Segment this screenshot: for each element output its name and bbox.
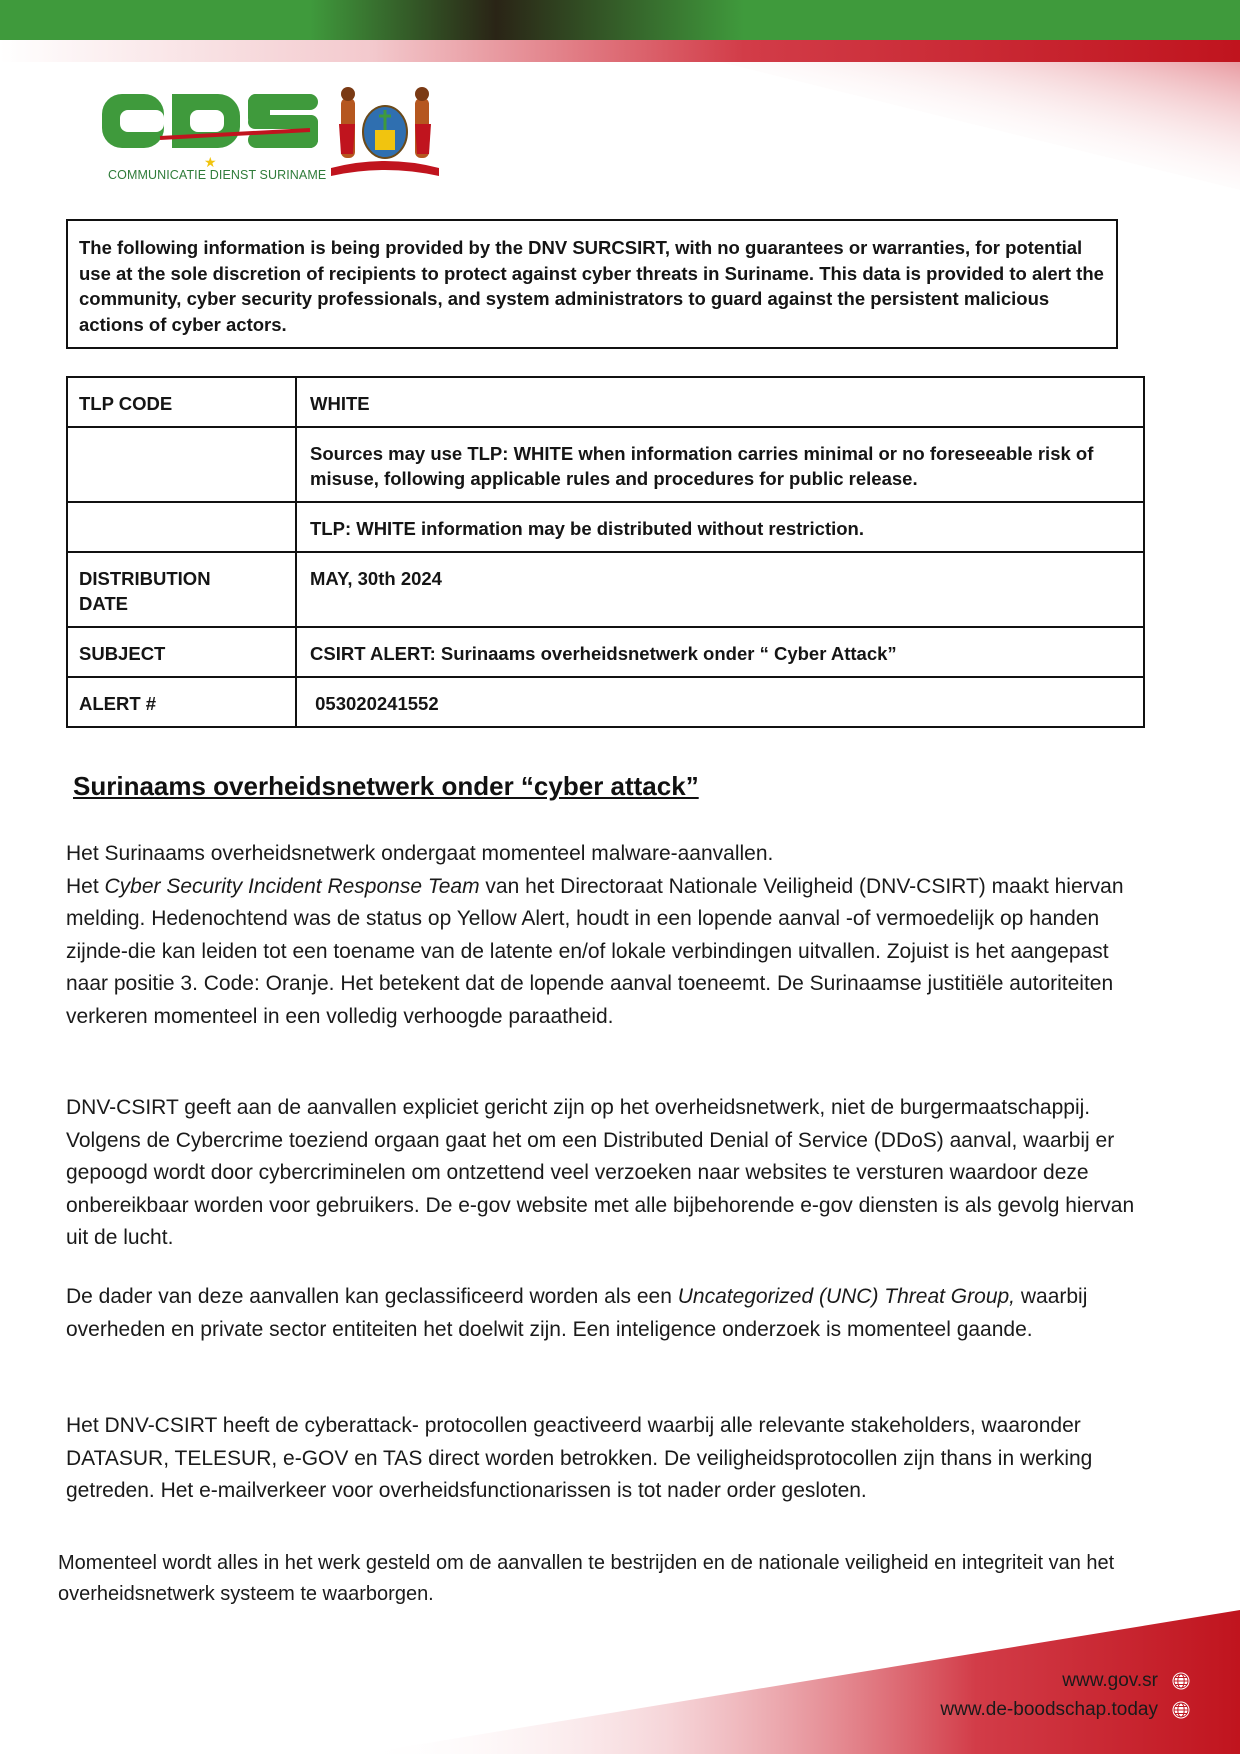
table-row — [67, 502, 1144, 552]
row-value: Sources may use TLP: WHITE when information carries minimal or no foreseeable risk of misuse, following applicable rules and procedures for public release. — [296, 427, 1144, 502]
cds-logo-mark — [100, 88, 320, 158]
table-row — [67, 552, 1144, 627]
logo-subtitle: COMMUNICATIE DIENST SURINAME — [108, 168, 327, 182]
footer-link-boodschap-text: www.de-boodschap.today — [940, 1699, 1158, 1720]
p3-rest: waarbij overheden en private sector entiteiten het doelwit zijn. Een inteligence onderzoek is momenteel gaande. — [66, 1285, 1088, 1341]
row-value: 053020241552 — [296, 677, 1144, 727]
p3-lead: De dader van deze aanvallen kan geclassificeerd worden als een — [66, 1285, 678, 1308]
row-key: SUBJECT — [67, 627, 296, 677]
globe-icon — [1172, 1672, 1190, 1690]
globe-icon — [1172, 1701, 1190, 1719]
coat-of-arms-icon — [325, 84, 445, 180]
table-row — [67, 427, 1144, 502]
row-value: MAY, 30th 2024 — [296, 552, 1144, 627]
p1-intro: Het Surinaams overheidsnetwerk ondergaat momenteel malware-aanvallen. — [66, 842, 774, 865]
row-value: WHITE — [296, 377, 1144, 427]
cds-logo — [100, 88, 450, 188]
footer-swoosh — [0, 1590, 1240, 1754]
table-row — [67, 377, 1144, 427]
table-row — [67, 677, 1144, 727]
footer-link-gov[interactable] — [1062, 1670, 1190, 1692]
row-key — [67, 502, 296, 552]
tlp-info-table — [66, 376, 1145, 728]
p3-threat-group: Uncategorized (UNC) Threat Group, — [677, 1285, 1016, 1308]
disclaimer-box: The following information is being provided by the DNV SURCSIRT, with no guarantees or warranties, for potential use at the sole discretion of recipients to protect against cyber threats in Suriname. This data is provided to alert the community, cyber security professionals, and system administrators to guard against the persistent malicious actions of cyber actors. — [66, 219, 1118, 349]
footer-link-boodschap[interactable] — [940, 1699, 1190, 1721]
row-key: DISTRIBUTION DATE — [67, 552, 296, 627]
p1-rest: van het Directoraat Nationale Veiligheid (DNV-CSIRT) maakt hiervan melding. Hedenochtend was de status op Yellow Alert, houdt in een lopende aanval -of vermoedelijk op handen zijnde-die kan leiden tot een toename van de latente en/of lokale verbindingen uitvallen. Zojuist is het aangepast naar positie 3. Code: Oranje. Het betekent dat de lopende aanval toeneemt. De Surinaamse justitiële autoriteiten verkeren momenteel in een volledig verhoogde paraatheid. — [66, 874, 1124, 1028]
row-value: TLP: WHITE information may be distributed without restriction. — [296, 502, 1144, 552]
row-key: TLP CODE — [67, 377, 296, 427]
table-row — [67, 627, 1144, 677]
article-paragraph-4: Het DNV-CSIRT heeft de cyberattack- protocollen geactiveerd waarbij alle relevante stakeholders, waaronder DATASUR, TELESUR, e-GOV en TAS direct worden betrokken. De veiligheidsprotocollen zijn thans in werking getreden. Het e-mailverkeer voor overheidsfunctionarissen is tot nader order gesloten. — [66, 1414, 1093, 1502]
row-value: CSIRT ALERT: Surinaams overheidsnetwerk onder “ Cyber Attack” — [296, 627, 1144, 677]
footer-link-gov-text: www.gov.sr — [1062, 1670, 1158, 1691]
p1-team-name: Cyber Security Incident Response Team — [104, 874, 480, 898]
article-title: Surinaams overheidsnetwerk onder “cyber attack” — [73, 771, 699, 801]
article-paragraph-5: Momenteel wordt alles in het werk gesteld om de aanvallen te bestrijden en de nationale veiligheid en integriteit van het overheidsnetwerk systeem te waarborgen. — [58, 1552, 1115, 1605]
row-key — [67, 427, 296, 502]
article-paragraph-2: DNV-CSIRT geeft aan de aanvallen expliciet gericht zijn op het overheidsnetwerk, niet de burgermaatschappij. Volgens de Cybercrime toeziend orgaan gaat het om een Distributed Denial of Service (DDoS) aanval, waarbij er gepoogd wordt door cybercriminelen om ontzettend veel verzoeken naar websites te versturen waardoor deze onbereikbaar worden voor gebruikers. De e-gov website met alle bijbehorende e-gov diensten is als gevolg hiervan uit de lucht. — [66, 1096, 1135, 1249]
article-paragraph-3 — [66, 1281, 1146, 1346]
row-key: ALERT # — [67, 677, 296, 727]
p1-lead: Het — [66, 874, 105, 898]
star-icon: ★ — [204, 154, 217, 170]
header-green-band — [0, 0, 1240, 42]
article-paragraph-1 — [66, 838, 1146, 1033]
